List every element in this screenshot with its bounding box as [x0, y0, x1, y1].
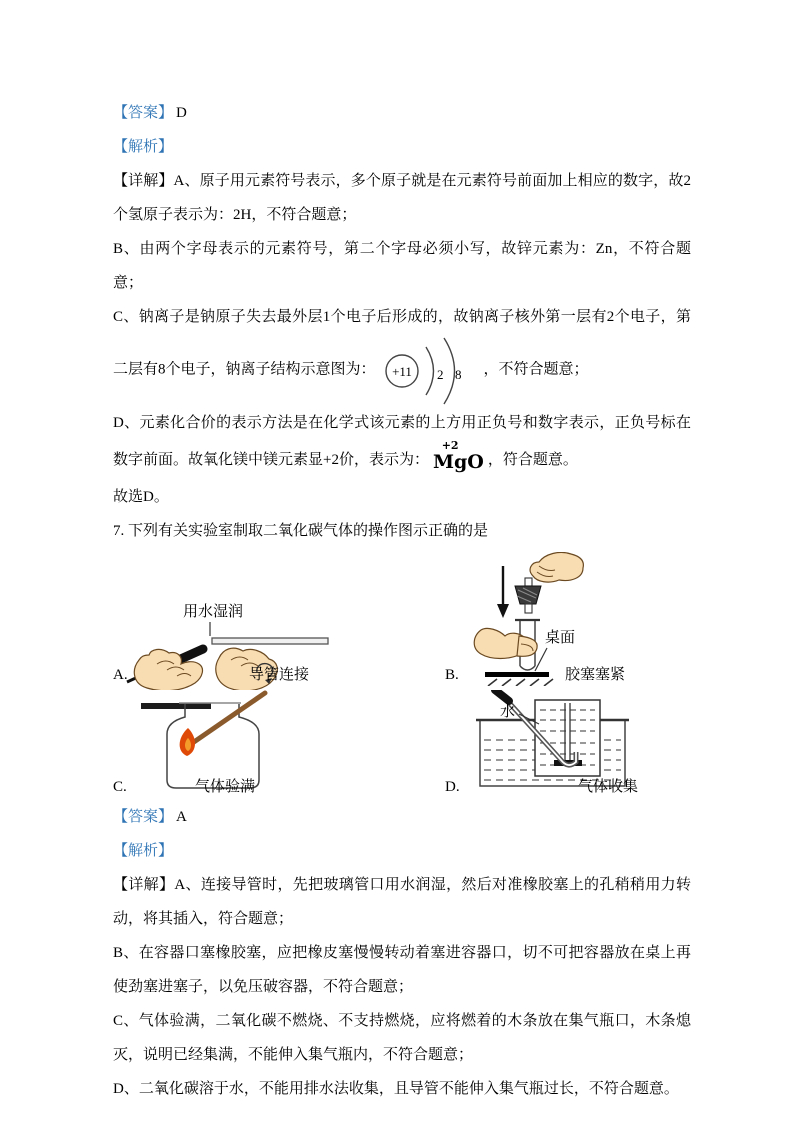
detail-d-text-before: D、元素化合价的表示方法是在化学式该元素的上方用正负号和数字表示，正负号标在数字前面。故氧化镁中镁元素显+2价，表示为： [113, 415, 691, 468]
option-b-annotation: 桌面 [545, 630, 576, 646]
detail-c-text: C、气体验满，二氧化碳不燃烧、不支持燃烧，应将燃着的木条放在集气瓶口，木条熄灭，说明已经集满，不能伸入集气瓶内，不符合题意； [113, 1013, 691, 1063]
q6-answer-line [113, 96, 691, 130]
mgo-valence-formula [433, 440, 484, 480]
gripping-fingers [517, 636, 537, 656]
option-c-cell [113, 690, 445, 800]
option-b-caption: 胶塞塞紧 [565, 667, 626, 683]
valence-number: +2 [441, 439, 459, 452]
q7-analysis-line [113, 834, 691, 868]
q7-detail-point-a [113, 868, 691, 936]
detail-d-text: D、二氧化碳溶于水，不能用排水法收集，且导管不能伸入集气瓶过长，不符合题意。 [113, 1081, 679, 1097]
answer-label: 【答案】 [113, 809, 174, 825]
q6-analysis-line [113, 130, 691, 164]
option-b-cell [445, 550, 691, 690]
sodium-ion-structure-diagram [380, 334, 480, 406]
q6-detail-point-c [113, 300, 691, 406]
q7-detail-point-c [113, 1004, 691, 1072]
answer-value: A [176, 809, 187, 825]
detail-label: 【详解】 [113, 173, 174, 189]
option-d-annotation: 水 [500, 704, 516, 720]
option-c-key: C. [113, 779, 127, 795]
glass-cover-plate [141, 703, 211, 709]
option-d-caption: 气体收集 [578, 779, 639, 795]
shell-count-2: 8 [454, 367, 462, 382]
option-d-cell [445, 690, 691, 800]
conclusion-text: 故选D。 [113, 489, 169, 505]
document-content [113, 96, 691, 1106]
element-symbol: Mg [432, 451, 468, 473]
q7-options-grid [113, 550, 691, 800]
option-d-key: D. [445, 779, 460, 795]
answer-value: D [176, 105, 187, 121]
burning-splint [191, 693, 265, 744]
detail-b-text: B、在容器口塞橡胶塞，应把橡皮塞慢慢转动着塞进容器口，切不可把容器放在桌上再使劲塞进塞子，以免压破容器，不符合题意； [113, 945, 691, 995]
option-a-caption: 导管连接 [249, 667, 310, 683]
detail-d-text-after: ，符合题意。 [487, 452, 578, 468]
analysis-label: 【解析】 [113, 843, 174, 859]
q6-detail-point-a [113, 164, 691, 232]
option-b-key: B. [445, 667, 459, 683]
nucleus-charge: +11 [391, 364, 412, 379]
upper-hand [530, 552, 583, 582]
detail-a-text: A、原子用元素符号表示，多个原子就是在元素符号前面加上相应的数字，故2个氢原子表示为：2H，不符合题意； [113, 173, 691, 223]
question-text: 下列有关实验室制取二氧化碳气体的操作图示正确的是 [128, 523, 489, 539]
q6-conclusion [113, 480, 691, 514]
detail-c-text-after: ，不符合题意； [483, 361, 589, 378]
detail-label: 【详解】 [113, 877, 175, 893]
option-c-caption: 气体验满 [195, 779, 256, 795]
q6-detail-point-b [113, 232, 691, 300]
detail-c-text-before: C、钠离子是钠原子失去最外层1个电子后形成的，故钠离子核外第一层有2个电子，第二层有8个电子，钠离子结构示意图为： [113, 309, 691, 378]
formula-suffix: O [467, 451, 484, 473]
stopper-stem-top [525, 578, 532, 586]
detail-a-text: A、连接导管时，先把玻璃管口用水润湿，然后对准橡胶塞上的孔稍稍用力转动，将其插入，符合题意； [113, 877, 691, 927]
rubber-stopper [515, 586, 541, 604]
option-a-cell [113, 550, 445, 690]
option-a-key: A. [113, 667, 128, 683]
q6-detail-point-d [113, 406, 691, 480]
option-a-annotation: 用水湿润 [183, 604, 244, 620]
electron-shell-arc-2 [444, 338, 455, 404]
answer-label: 【答案】 [113, 105, 174, 121]
question-number: 7. [113, 523, 125, 539]
electron-shell-arc-1 [426, 347, 434, 395]
down-arrow-head [497, 604, 509, 618]
stopper-stem-bottom [525, 604, 532, 613]
q7-detail-point-d [113, 1072, 691, 1106]
table-hatching [488, 679, 553, 686]
q7-stem [113, 514, 691, 548]
table-surface [485, 672, 549, 677]
glass-tube [212, 638, 328, 644]
analysis-label: 【解析】 [113, 139, 174, 155]
q7-detail-point-b [113, 936, 691, 1004]
q7-answer-line [113, 800, 691, 834]
shell-count-1: 2 [436, 367, 444, 382]
detail-b-text: B、由两个字母表示的元素符号，第二个字母必须小写，故锌元素为：Zn，不符合题意； [113, 241, 691, 291]
annotation-pointer-line [535, 648, 547, 671]
